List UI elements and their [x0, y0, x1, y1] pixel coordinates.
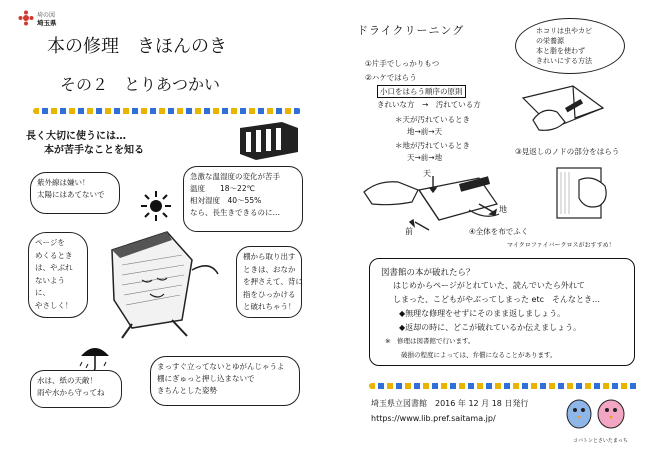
info-line-2: はじめからページがとれていた、読んでいたら外れて [393, 281, 585, 290]
temp-line-2: 温度 18〜22℃ [190, 184, 256, 193]
shelf-removal-bubble [236, 246, 302, 318]
intro-line-1: 長く大切に使うには… [26, 131, 126, 142]
logo-text-bottom: 埼玉県 [37, 19, 57, 27]
info-line-3: しまった、こどもがやぶってしまった etc そんなとき… [393, 295, 600, 304]
page-line-1: ページを [35, 238, 65, 247]
upright-line-2: 棚にぎゅっと押し込まないで [157, 374, 255, 383]
temp-line-3: 相対湿度 40〜55% [190, 196, 262, 205]
shelf-line-3: を押さえて、背に [243, 277, 303, 286]
cloud-line-3: 本と脂を使わず [536, 47, 585, 55]
uv-line-2: 太陽にはあてないで [37, 190, 105, 199]
bookend-illustration [232, 118, 304, 166]
step-1: ①片手でしっかりもつ [365, 59, 440, 68]
upright-line-3: きちんとした姿勢 [157, 386, 217, 395]
info-note-1: ※ 修理は図書館で行います。 [385, 337, 475, 345]
temp-line-1: 急激な温湿度の変化が苦手 [190, 172, 280, 181]
cloud-line-1: ホコリは虫やカビ [536, 27, 592, 35]
water-line-2: 雨や水から守ってね [37, 388, 105, 397]
page-turning-bubble [28, 232, 88, 318]
page-line-2: めくるとき [35, 250, 73, 260]
step-4: ④全体を布でふく [469, 227, 529, 236]
cloud-line-2: の栄養源 [536, 37, 564, 45]
label-mae: 前 [405, 227, 413, 236]
footer-org-date: 埼玉県立図書館 2016 年 12 月 18 日発行 [371, 399, 529, 408]
label-ten: 天 [423, 169, 431, 178]
info-heading: 図書館の本が破れたら？ [381, 268, 475, 278]
page-line-5: に、 [35, 288, 50, 297]
right-page [325, 0, 650, 458]
shelf-line-1: 棚から取り出す [243, 252, 296, 261]
page-title: 本の修理 きほんのき [47, 36, 227, 57]
info-line-4: ◆無理な修理をせずにそのまま返しましょう。 [399, 309, 566, 318]
rule-top-order: 地→前→天 [407, 127, 443, 136]
info-line-5: ◆返却の時に、どこが破れているか伝えましょう。 [399, 323, 582, 332]
water-line-1: 水は、紙の天敵！ [37, 376, 97, 385]
sweep-order-rule-box: 小口をはらう順序の原則 [377, 85, 466, 98]
rule-top-dirty: ＊天が汚れているとき [395, 115, 470, 124]
step-3: ③見返しのノドの部分をはらう [515, 147, 620, 156]
uv-line-1: 紫外線は嫌い！ [37, 178, 90, 187]
mascot-illustration [563, 392, 631, 436]
water-warning-bubble [30, 370, 122, 408]
logo-text-top: 埼の図 [37, 12, 56, 19]
sun-icon [140, 190, 172, 222]
shelf-line-2: ときは、おなか [243, 264, 296, 274]
mascot-caption: コバトンとさいたまっち [573, 438, 628, 444]
cloud-note [515, 18, 625, 74]
page-line-4: ないよう [35, 275, 65, 285]
shelf-line-5: と破れちゃう！ [243, 302, 296, 311]
info-note-2: 破損の程度によっては、弁償になることがあります。 [401, 351, 557, 359]
footer-url[interactable]: https://www.lib.pref.saitama.jp/ [371, 414, 496, 423]
shelf-line-4: 指をひっかける [243, 289, 296, 299]
umbrella-icon [78, 342, 112, 372]
uv-warning-bubble [30, 172, 120, 214]
flower-logo-icon [18, 10, 34, 26]
upright-line-1: まっすぐ立ってないとゆがんじゃうよ [157, 362, 285, 371]
book-character-illustration [92, 220, 222, 340]
rule-bottom-dirty: ＊地が汚れているとき [395, 141, 470, 150]
rule-bottom-order: 天→前→地 [407, 153, 443, 162]
bookbinding-brush-illustration [513, 78, 613, 142]
page-line-3: は、やぶれ [35, 263, 73, 272]
decorative-divider [33, 108, 301, 114]
page-line-6: やさしく！ [35, 300, 73, 310]
section-title: ドライクリーニング [357, 24, 465, 37]
cloud-line-4: きれいにする方法 [536, 57, 592, 65]
label-chi: 地 [499, 205, 507, 214]
sweep-direction-rule: きれいな方 → 汚れている方 [377, 100, 481, 109]
step-2: ②ハケではらう [365, 73, 417, 82]
page-subtitle: その２ とりあつかい [60, 75, 221, 94]
microfiber-note: マイクロファイバークロスがおすすめ！ [507, 242, 615, 249]
footer-divider [369, 383, 639, 389]
upright-storage-bubble [150, 356, 300, 406]
temp-line-4: なら、長生きできるのに… [190, 208, 280, 217]
intro-line-2: 本が苦手なことを知る [44, 145, 144, 156]
library-logo [18, 10, 34, 30]
cloth-wiping-illustration [551, 160, 621, 222]
